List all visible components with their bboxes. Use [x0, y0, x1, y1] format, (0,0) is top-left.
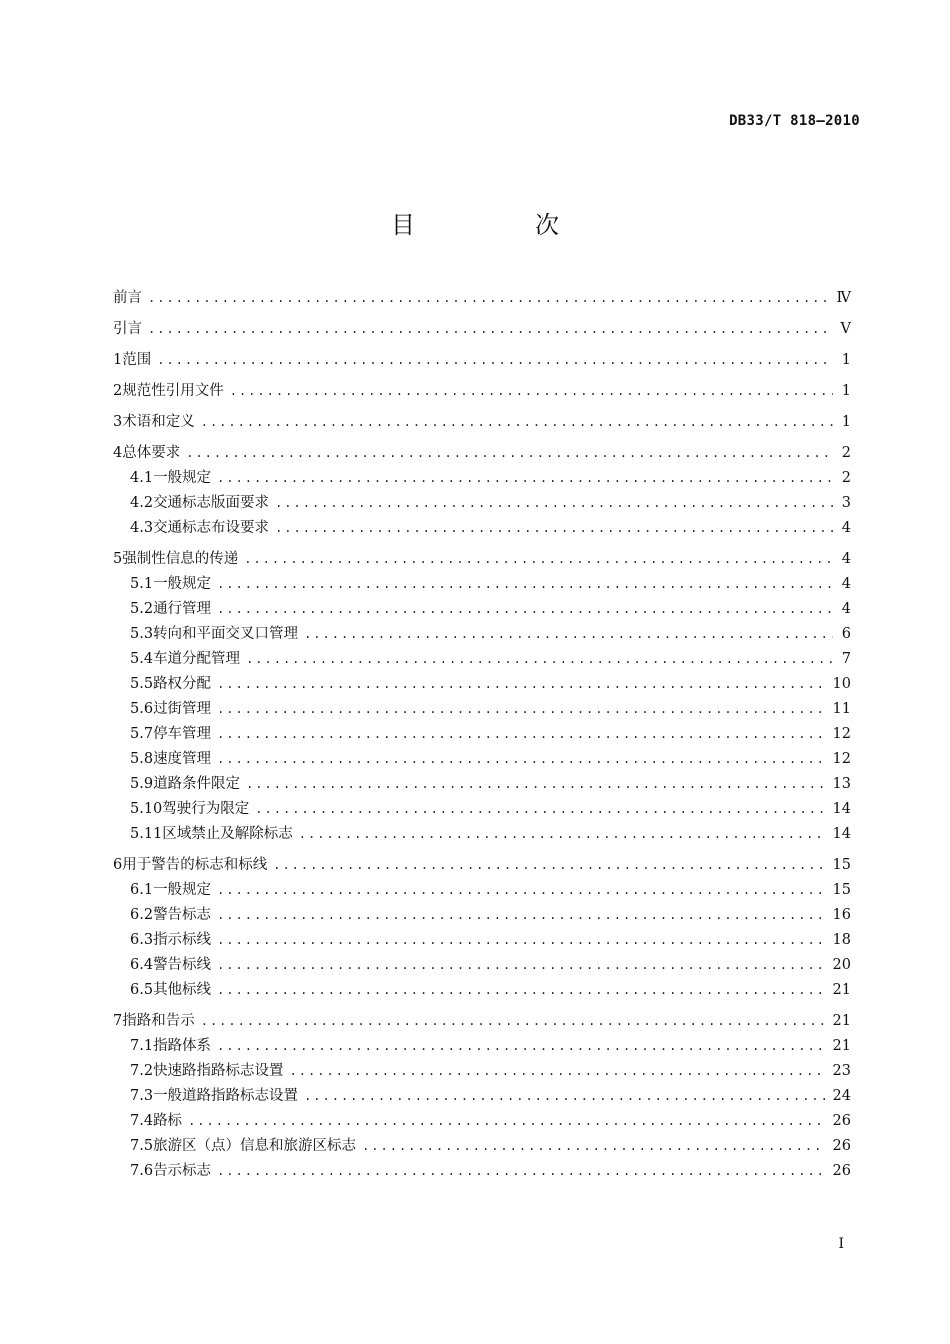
toc-entry-label: 通行管理	[153, 601, 212, 617]
toc-leader-dots	[217, 747, 824, 772]
toc-entry[interactable]	[113, 1009, 851, 1034]
toc-entry-page: 14	[832, 801, 851, 817]
toc-entry[interactable]	[113, 410, 851, 435]
toc-entry-number: 2	[113, 383, 123, 399]
page-number: I	[838, 1236, 844, 1252]
toc-entry-page: 2	[841, 470, 851, 486]
toc-entry-page: 4	[841, 520, 851, 536]
toc-entry-label: 区域禁止及解除标志	[162, 826, 293, 842]
toc-entry-label: 范围	[122, 352, 152, 368]
toc-leader-dots	[217, 722, 824, 747]
toc-entry-page: 7	[841, 651, 851, 667]
toc-entry-label: 引言	[113, 321, 142, 337]
toc-entry-page: 26	[832, 1163, 851, 1179]
toc-entry[interactable]	[113, 1159, 851, 1184]
toc-entry[interactable]	[113, 466, 851, 491]
toc-entry-number: 7.6	[130, 1163, 154, 1179]
toc-leader-dots	[304, 1084, 824, 1109]
toc-entry-number: 5.11	[130, 826, 163, 842]
toc-leader-dots	[217, 903, 824, 928]
toc-entry[interactable]	[113, 597, 851, 622]
toc-entry-number: 5.10	[130, 801, 163, 817]
toc-entry-number: 7.3	[130, 1088, 154, 1104]
toc-entry-number: 7.5	[130, 1138, 154, 1154]
toc-entry[interactable]	[113, 516, 851, 541]
toc-entry-page: 11	[832, 701, 851, 717]
toc-entry-number: 5.1	[130, 576, 154, 592]
toc-entry-label: 告示标志	[153, 1163, 212, 1179]
toc-leader-dots	[362, 1134, 824, 1159]
toc-entry-label: 总体要求	[122, 445, 181, 461]
toc-leader-dots	[290, 1059, 825, 1084]
toc-entry-page: 16	[832, 907, 851, 923]
toc-entry-label: 一般规定	[153, 470, 212, 486]
toc-entry-number: 5.3	[130, 626, 154, 642]
toc-entry-page: 6	[841, 626, 851, 642]
toc-entry-label: 旅游区（点）信息和旅游区标志	[153, 1138, 357, 1154]
toc-entry-page: 12	[832, 726, 851, 742]
toc-entry[interactable]	[113, 1134, 851, 1159]
toc-entry-label: 驾驶行为限定	[162, 801, 250, 817]
toc-entry-page: 2	[841, 445, 851, 461]
toc-entry-number: 4.2	[130, 495, 154, 511]
toc-entry-label: 强制性信息的传递	[122, 551, 239, 567]
toc-entry-number: 5.7	[130, 726, 154, 742]
toc-entry-number: 6.4	[130, 957, 154, 973]
toc-leader-dots	[217, 953, 824, 978]
toc-entry-page: 14	[832, 826, 851, 842]
toc-leader-dots	[188, 1109, 824, 1134]
toc-entry-label: 速度管理	[153, 751, 212, 767]
toc-entry-number: 4	[113, 445, 123, 461]
toc-entry-label: 交通标志版面要求	[153, 495, 270, 511]
toc-entry[interactable]	[113, 1109, 851, 1134]
toc-leader-dots	[299, 822, 825, 847]
toc-entry-page: 1	[841, 352, 851, 368]
toc-leader-dots	[217, 597, 833, 622]
toc-entry-page: 4	[841, 576, 851, 592]
toc-entry-number: 6	[113, 857, 123, 873]
toc-entry[interactable]	[113, 1059, 851, 1084]
toc-leader-dots	[201, 1009, 825, 1034]
toc-entry[interactable]	[113, 572, 851, 597]
toc-entry-number: 6.2	[130, 907, 154, 923]
toc-entry-label: 转向和平面交叉口管理	[153, 626, 299, 642]
toc-leader-dots	[246, 647, 833, 672]
toc-leader-dots	[217, 697, 824, 722]
toc-entry[interactable]	[113, 722, 851, 747]
toc-entry-label: 一般规定	[153, 882, 212, 898]
toc-entry-page: Ⅴ	[840, 321, 851, 337]
toc-entry-page: 13	[832, 776, 851, 792]
toc-leader-dots	[157, 348, 833, 373]
toc-entry[interactable]	[113, 853, 851, 878]
toc-entry[interactable]	[113, 672, 851, 697]
toc-entry-page: 4	[841, 551, 851, 567]
toc-entry[interactable]	[113, 878, 851, 903]
toc-entry-label: 车道分配管理	[153, 651, 241, 667]
toc-entry[interactable]	[113, 622, 851, 647]
page-title: 目 次	[391, 211, 607, 239]
toc-entry-number: 4.1	[130, 470, 154, 486]
toc-entry-label: 路权分配	[153, 676, 212, 692]
toc-entry-label: 指路和告示	[122, 1013, 195, 1029]
toc-entry-page: 15	[832, 882, 851, 898]
toc-leader-dots	[217, 1034, 824, 1059]
toc-leader-dots	[217, 672, 824, 697]
toc-entry[interactable]	[113, 928, 851, 953]
toc-entry-number: 5.4	[130, 651, 154, 667]
toc-entry-page: Ⅳ	[836, 290, 851, 306]
toc-entry-page: 1	[841, 414, 851, 430]
toc-leader-dots	[217, 978, 824, 1003]
toc-entry-number: 7.1	[130, 1038, 154, 1054]
table-of-contents	[113, 286, 851, 1184]
toc-entry-number: 1	[113, 352, 123, 368]
toc-entry-page: 21	[832, 982, 851, 998]
toc-leader-dots	[230, 379, 833, 404]
toc-entry[interactable]	[113, 379, 851, 404]
toc-leader-dots	[304, 622, 833, 647]
toc-leader-dots	[217, 878, 824, 903]
toc-entry-number: 5.8	[130, 751, 154, 767]
toc-entry-number: 6.1	[130, 882, 154, 898]
toc-entry-label: 道路条件限定	[153, 776, 241, 792]
toc-leader-dots	[246, 772, 824, 797]
toc-entry-label: 过街管理	[153, 701, 212, 717]
toc-entry-label: 警告标志	[153, 907, 212, 923]
toc-entry-page: 20	[832, 957, 851, 973]
toc-entry-label: 快速路指路标志设置	[153, 1063, 284, 1079]
toc-entry-page: 26	[832, 1113, 851, 1129]
toc-entry[interactable]	[113, 286, 851, 311]
toc-leader-dots	[275, 491, 833, 516]
toc-entry-page: 26	[832, 1138, 851, 1154]
toc-entry-page: 21	[832, 1013, 851, 1029]
toc-entry-page: 12	[832, 751, 851, 767]
toc-entry[interactable]	[113, 547, 851, 572]
toc-entry-label: 一般规定	[153, 576, 212, 592]
toc-entry[interactable]	[113, 953, 851, 978]
toc-entry-number: 7.4	[130, 1113, 154, 1129]
toc-entry[interactable]	[113, 1034, 851, 1059]
toc-entry[interactable]	[113, 978, 851, 1003]
toc-leader-dots	[148, 317, 833, 342]
toc-entry-label: 术语和定义	[122, 414, 195, 430]
toc-entry-label: 用于警告的标志和标线	[122, 857, 268, 873]
toc-leader-dots	[244, 547, 833, 572]
toc-entry[interactable]	[113, 491, 851, 516]
toc-entry-page: 3	[841, 495, 851, 511]
toc-entry-label: 路标	[153, 1113, 183, 1129]
toc-entry-number: 5	[113, 551, 123, 567]
toc-leader-dots	[255, 797, 824, 822]
toc-entry-label: 前言	[113, 290, 142, 306]
toc-entry-label: 规范性引用文件	[122, 383, 224, 399]
toc-entry-label: 警告标线	[153, 957, 212, 973]
toc-entry-number: 6.3	[130, 932, 154, 948]
toc-entry-page: 21	[832, 1038, 851, 1054]
toc-entry[interactable]	[113, 747, 851, 772]
toc-entry-number: 6.5	[130, 982, 154, 998]
toc-entry-page: 10	[832, 676, 851, 692]
toc-entry-page: 4	[841, 601, 851, 617]
toc-entry-label: 交通标志布设要求	[153, 520, 270, 536]
toc-entry-page: 15	[832, 857, 851, 873]
toc-entry[interactable]	[113, 903, 851, 928]
document-code: DB33/T 818—2010	[729, 113, 860, 129]
toc-entry-label: 指路体系	[153, 1038, 212, 1054]
toc-entry-page: 23	[832, 1063, 851, 1079]
toc-entry-label: 其他标线	[153, 982, 212, 998]
toc-leader-dots	[217, 572, 833, 597]
toc-leader-dots	[201, 410, 833, 435]
toc-leader-dots	[186, 441, 833, 466]
toc-leader-dots	[217, 1159, 824, 1184]
toc-leader-dots	[217, 928, 824, 953]
toc-entry-number: 3	[113, 414, 123, 430]
toc-leader-dots	[217, 466, 833, 491]
toc-entry-number: 5.9	[130, 776, 154, 792]
toc-entry[interactable]	[113, 822, 851, 847]
toc-entry-page: 24	[832, 1088, 851, 1104]
toc-entry[interactable]	[113, 1084, 851, 1109]
toc-entry-label: 停车管理	[153, 726, 212, 742]
toc-entry-label: 指示标线	[153, 932, 212, 948]
toc-entry[interactable]	[113, 348, 851, 373]
toc-entry-label: 一般道路指路标志设置	[153, 1088, 299, 1104]
toc-entry[interactable]	[113, 317, 851, 342]
toc-entry-number: 5.5	[130, 676, 154, 692]
toc-entry[interactable]	[113, 797, 851, 822]
toc-leader-dots	[275, 516, 833, 541]
toc-entry-number: 7	[113, 1013, 123, 1029]
toc-entry-number: 7.2	[130, 1063, 154, 1079]
toc-entry-number: 5.6	[130, 701, 154, 717]
toc-entry[interactable]	[113, 697, 851, 722]
toc-entry[interactable]	[113, 647, 851, 672]
toc-entry-page: 18	[832, 932, 851, 948]
toc-entry-number: 5.2	[130, 601, 154, 617]
toc-entry-number: 4.3	[130, 520, 154, 536]
toc-entry[interactable]	[113, 441, 851, 466]
toc-leader-dots	[148, 286, 829, 311]
toc-entry-page: 1	[841, 383, 851, 399]
toc-entry[interactable]	[113, 772, 851, 797]
toc-leader-dots	[273, 853, 824, 878]
